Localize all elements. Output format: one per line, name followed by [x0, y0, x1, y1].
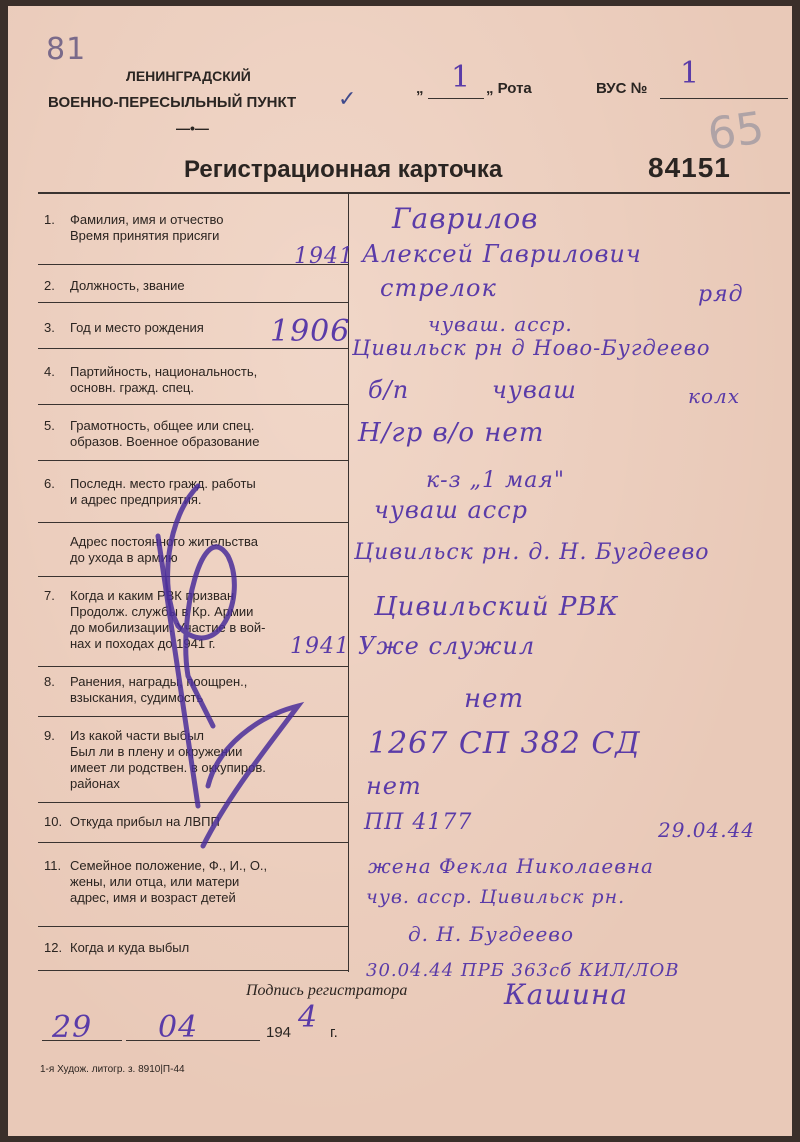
- prior-service-value: Уже служил: [358, 632, 536, 660]
- pencil-mark: 65: [704, 102, 768, 161]
- field-number: 9.: [44, 728, 55, 743]
- header-divider: —•—: [176, 120, 209, 136]
- vus-value: 1: [680, 56, 701, 91]
- field-number: 8.: [44, 674, 55, 689]
- field-line: и адрес предприятия.: [70, 492, 202, 507]
- field-line: Был ли в плену и окружении: [70, 744, 243, 759]
- date-year-prefix: 194: [266, 1024, 292, 1041]
- name-value: Алексей Гаврилович: [362, 240, 642, 268]
- printer-imprint: 1-я Худож. литогр. з. 8910|П-44: [40, 1064, 185, 1075]
- card-title: Регистрационная карточка: [184, 156, 503, 183]
- field-number: 10.: [44, 814, 63, 829]
- field-number: 4.: [44, 364, 55, 379]
- corner-mark: 81: [46, 32, 87, 67]
- rota-value: 1: [451, 60, 472, 95]
- field-line: Когда и каким РВК призван: [70, 588, 235, 603]
- field-line: жены, или отца, или матери: [70, 874, 240, 889]
- field-line: имеет ли родствен. в оккупиров.: [70, 760, 266, 775]
- field-line: Партийность, национальность,: [70, 364, 258, 379]
- field-number: 11.: [44, 858, 62, 873]
- field-line: нах и походах до 1941 г.: [70, 636, 216, 651]
- overlay-stroke: [158, 536, 198, 806]
- overlay-stroke: [203, 706, 298, 846]
- birth-year: 1906: [270, 314, 351, 349]
- field-line: Фамилия, имя и отчество: [70, 212, 224, 227]
- row-sep: [38, 460, 348, 461]
- field-line: Время принятия присяги: [70, 228, 220, 243]
- arrived-from-value: ПП 4177: [364, 810, 473, 835]
- field-line: Из какой части выбыл: [70, 728, 205, 743]
- nationality-value: чуваш: [492, 376, 577, 404]
- rvk-value: Цивильский РВК: [374, 592, 619, 622]
- date-month-underline: [126, 1040, 260, 1041]
- date-month: 04: [158, 1010, 199, 1045]
- family-value-2: чув. асср. Цивильск рн.: [366, 886, 626, 908]
- registration-card: [8, 6, 792, 1136]
- unit-value: 1267 СП 382 СД: [368, 726, 641, 761]
- row-sep: [38, 970, 348, 971]
- field-3-label: [44, 320, 204, 336]
- field-number: 1.: [44, 212, 55, 227]
- field-line: до ухода в армию: [70, 550, 178, 565]
- row-sep: [38, 926, 348, 927]
- field-line: Откуда прибыл на ЛВПП: [70, 814, 220, 829]
- work-address-value: чуваш асср: [374, 496, 529, 524]
- field-5-label: [44, 418, 259, 450]
- field-line: образов. Военное образование: [70, 434, 260, 449]
- field-line: Семейное положение, Ф., И., О.,: [70, 858, 268, 873]
- field-line: основн. гражд. спец.: [70, 380, 194, 395]
- field-line: до мобилизации. Участие в вой-: [70, 620, 266, 635]
- field-line: Продолж. службы в Кр. Армии: [70, 604, 254, 619]
- registrar-signature: Кашина: [504, 978, 629, 1011]
- awards-value: нет: [464, 684, 525, 714]
- family-value-1: жена Фекла Николаевна: [368, 854, 654, 878]
- rota-underline: [428, 98, 484, 99]
- field-line: Должность, звание: [70, 278, 185, 293]
- field-12-label: [44, 940, 189, 956]
- field-line: Когда и куда выбыл: [70, 940, 190, 955]
- field-number: 7.: [44, 588, 55, 603]
- row-sep: [38, 302, 348, 303]
- rota-open-quote: „: [416, 80, 424, 97]
- birth-place-value: Цивильск рн д Ново-Бугдеево: [352, 336, 711, 360]
- vus-underline: [660, 98, 788, 99]
- rota-label: „ Рота: [486, 80, 532, 97]
- institution-line-1: ЛЕНИНГРАДСКИЙ: [126, 68, 251, 84]
- field-line: Ранения, награды, поощрен.,: [70, 674, 248, 689]
- home-address-value: Цивильск рн. д. Н. Бугдеево: [354, 540, 710, 565]
- surname-value: Гаврилов: [392, 202, 539, 235]
- overlay-mark: [108, 476, 368, 876]
- row-sep: [38, 404, 348, 405]
- field-number: 5.: [44, 418, 55, 433]
- field-number: 2.: [44, 278, 55, 293]
- rank-value: ряд: [698, 282, 744, 307]
- education-value: Н/гр в/о нет: [358, 418, 545, 448]
- family-value-3: д. Н. Бугдеево: [408, 922, 574, 946]
- field-line: Последн. место гражд. работы: [70, 476, 256, 491]
- card-number: 84151: [648, 152, 731, 183]
- date-day: 29: [52, 1010, 93, 1045]
- date-suffix: г.: [330, 1024, 338, 1041]
- field-number: 3.: [44, 320, 55, 335]
- specialty-value: колх: [688, 384, 740, 408]
- field-number: 12.: [44, 940, 63, 955]
- field-line: адрес, имя и возраст детей: [70, 890, 236, 905]
- service-year: 1941: [290, 634, 350, 659]
- last-work-value: к-з „1 мая": [426, 468, 565, 493]
- field-line: районах: [70, 776, 120, 791]
- birth-region-value: чуваш. асср.: [428, 312, 573, 336]
- captivity-value: нет: [366, 772, 422, 800]
- date-day-underline: [42, 1040, 122, 1041]
- top-rule: [38, 192, 790, 194]
- departure-value: 30.04.44 ПРБ 363сб КИЛ/ЛОВ: [366, 960, 680, 981]
- vus-label: ВУС №: [596, 80, 648, 97]
- field-number: 6.: [44, 476, 55, 491]
- oath-year: 1941: [294, 244, 354, 269]
- party-value: б/п: [368, 376, 410, 404]
- institution-line-2: ВОЕННО-ПЕРЕСЫЛЬНЫЙ ПУНКТ: [48, 94, 297, 111]
- field-line: Адрес постоянного жительства: [70, 534, 258, 549]
- signature-label: Подпись регистратора: [246, 982, 408, 999]
- field-line: Год и место рождения: [70, 320, 204, 335]
- position-value: стрелок: [380, 274, 497, 302]
- date-year-suffix: 4: [298, 1000, 319, 1035]
- field-2-label: [44, 278, 185, 294]
- overlay-stroke: [168, 486, 235, 726]
- field-line: Грамотность, общее или спец.: [70, 418, 255, 433]
- arrival-date-value: 29.04.44: [658, 818, 756, 842]
- field-4-label: [44, 364, 257, 396]
- field-line: взыскания, судимость: [70, 690, 204, 705]
- field-1-label: [44, 212, 224, 244]
- check-mark: ✓: [338, 86, 357, 111]
